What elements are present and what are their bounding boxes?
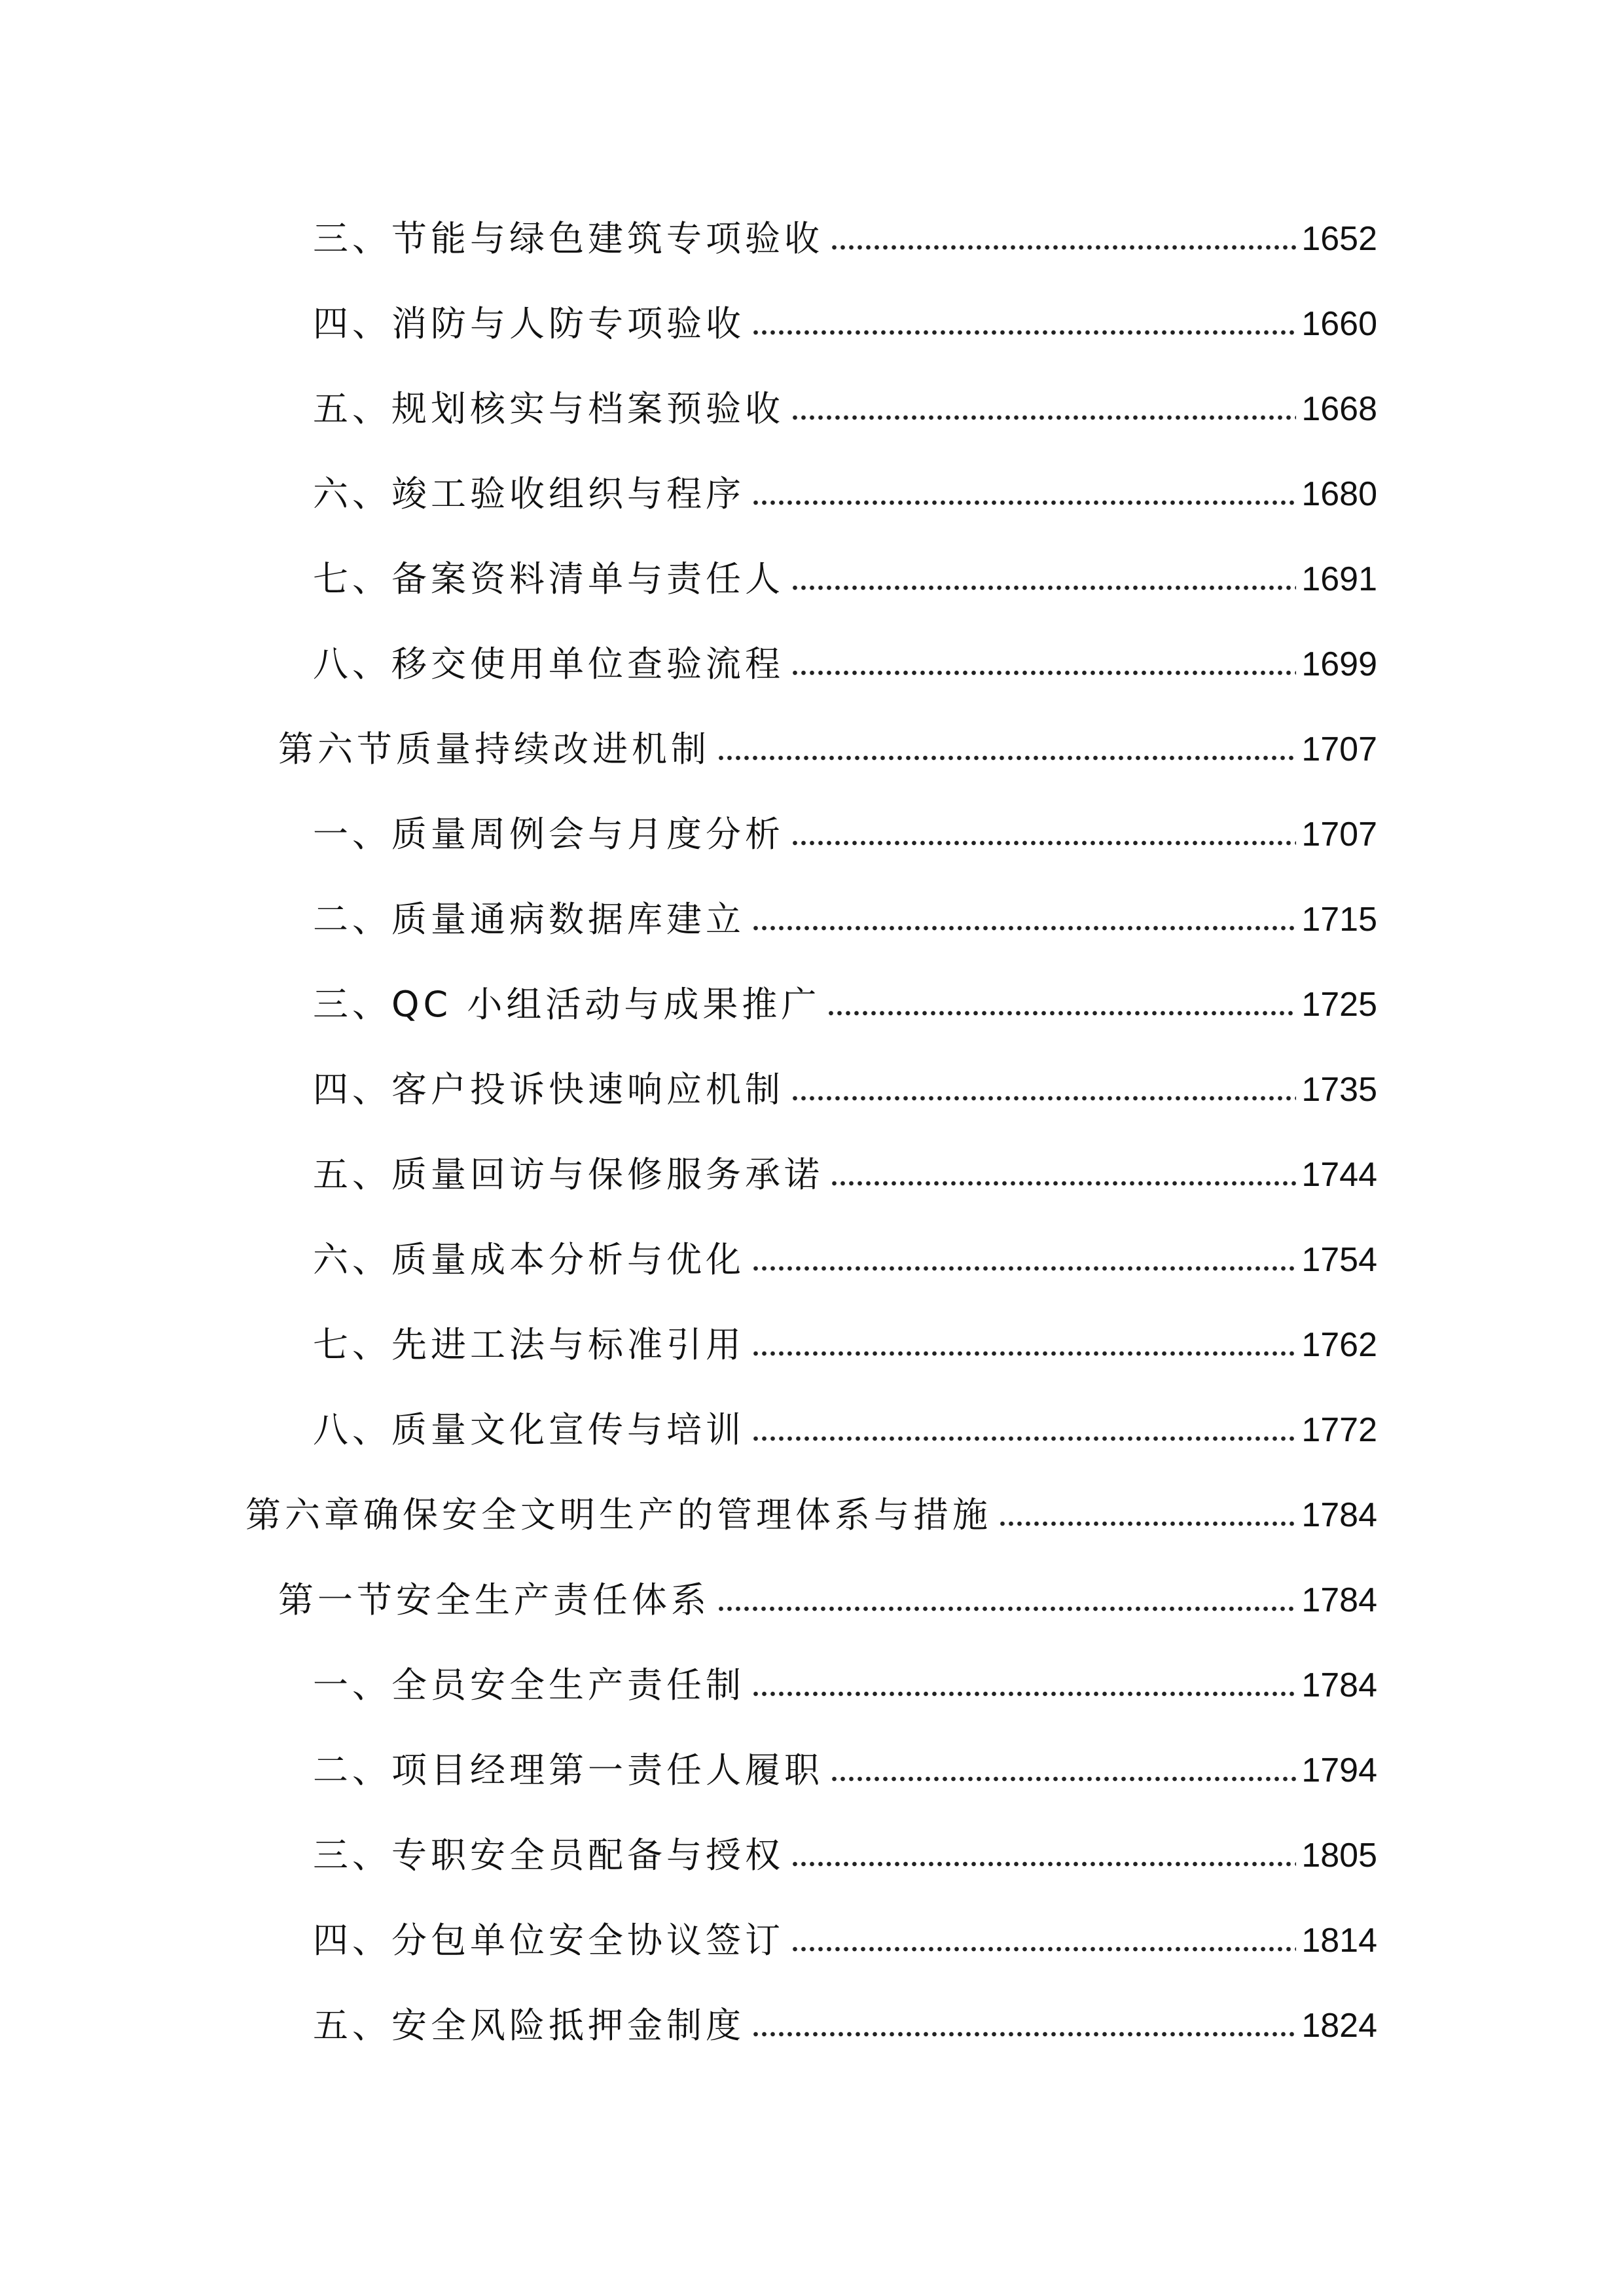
- toc-dot-leader: [827, 1007, 1296, 1020]
- toc-entry-page: 1725: [1301, 986, 1377, 1024]
- toc-dot-leader: [751, 922, 1296, 935]
- toc-entry[interactable]: [313, 1230, 1377, 1289]
- toc-dot-leader: [717, 751, 1296, 764]
- toc-entry-title: 二、质量通病数据库建立: [313, 899, 745, 940]
- toc-entry-title: 四、客户投诉快速响应机制: [313, 1069, 784, 1110]
- toc-entry[interactable]: [313, 975, 1377, 1034]
- toc-entry-title: 第六节质量持续改进机制: [278, 728, 710, 770]
- toc-entry-page: 1784: [1301, 1666, 1377, 1704]
- toc-entry[interactable]: [313, 1145, 1377, 1204]
- toc-entry-page: 1762: [1301, 1326, 1377, 1364]
- toc-entry-title: 六、质量成本分析与优化: [313, 1239, 745, 1280]
- toc-entry-page: 1735: [1301, 1071, 1377, 1109]
- toc-dot-leader: [751, 496, 1296, 509]
- toc-entry-page: 1805: [1301, 1837, 1377, 1874]
- toc-entry-page: 1814: [1301, 1922, 1377, 1960]
- toc-entry-title: 一、全员安全生产责任制: [313, 1664, 745, 1706]
- toc-entry[interactable]: [313, 465, 1377, 524]
- toc-entry-page: 1772: [1301, 1411, 1377, 1449]
- toc-entry-page: 1784: [1301, 1581, 1377, 1619]
- toc-entry-title: 二、项目经理第一责任人履职: [313, 1749, 823, 1791]
- toc-entry-title: 六、竣工验收组织与程序: [313, 473, 745, 514]
- toc-dot-leader: [717, 1602, 1296, 1615]
- toc-entry-page: 1699: [1301, 645, 1377, 683]
- toc-dot-leader: [751, 1687, 1296, 1700]
- toc-dot-leader: [791, 1092, 1296, 1105]
- toc-entry[interactable]: [313, 1060, 1377, 1119]
- toc-entry-page: 1715: [1301, 901, 1377, 939]
- toc-entry[interactable]: [313, 1316, 1377, 1374]
- toc-entry-title: 三、节能与绿色建筑专项验收: [313, 218, 823, 259]
- toc-dot-leader: [830, 241, 1296, 254]
- toc-dot-leader: [791, 836, 1296, 850]
- toc-entry[interactable]: [313, 1656, 1377, 1715]
- toc-entry[interactable]: [278, 1571, 1377, 1630]
- toc-dot-leader: [791, 1857, 1296, 1871]
- toc-entry-title: 七、备案资料清单与责任人: [313, 558, 784, 600]
- toc-entry-title: 八、质量文化宣传与培训: [313, 1409, 745, 1450]
- toc-dot-leader: [791, 666, 1296, 679]
- toc-entry-page: 1668: [1301, 390, 1377, 428]
- toc-entry[interactable]: [313, 635, 1377, 694]
- toc-entry-title: 八、移交使用单位查验流程: [313, 643, 784, 685]
- toc-entry-title: 一、质量周例会与月度分析: [313, 814, 784, 855]
- toc-entry[interactable]: [313, 1826, 1377, 1885]
- toc-entry[interactable]: [313, 1401, 1377, 1460]
- toc-entry-title: 五、规划核实与档案预验收: [313, 388, 784, 429]
- toc-entry-page: 1744: [1301, 1156, 1377, 1194]
- toc-entry[interactable]: [313, 550, 1377, 609]
- toc-entry-page: 1824: [1301, 2007, 1377, 2045]
- toc-entry-page: 1784: [1301, 1496, 1377, 1534]
- toc-dot-leader: [751, 1262, 1296, 1275]
- toc-entry[interactable]: [313, 209, 1377, 268]
- toc-entry[interactable]: [278, 720, 1377, 779]
- toc-dot-leader: [830, 1177, 1296, 1190]
- toc-entry-title: 七、先进工法与标准引用: [313, 1324, 745, 1365]
- toc-dot-leader: [791, 1943, 1296, 1956]
- toc-entry[interactable]: [313, 380, 1377, 439]
- toc-entry-title: 第一节安全生产责任体系: [278, 1579, 710, 1621]
- toc-entry-title: 第六章确保安全文明生产的管理体系与措施: [245, 1494, 992, 1535]
- toc-entry-title: 四、分包单位安全协议签订: [313, 1920, 784, 1961]
- toc-entry-page: 1660: [1301, 305, 1377, 343]
- toc-entry-page: 1680: [1301, 475, 1377, 513]
- toc-entry-page: 1794: [1301, 1751, 1377, 1789]
- toc-dot-leader: [791, 581, 1296, 594]
- toc-dot-leader: [830, 1772, 1296, 1785]
- toc-entry-page: 1707: [1301, 730, 1377, 768]
- toc-dot-leader: [998, 1517, 1296, 1530]
- toc-entry-page: 1707: [1301, 816, 1377, 853]
- toc-entry[interactable]: [313, 805, 1377, 864]
- toc-entry[interactable]: [313, 1741, 1377, 1800]
- toc-entry-title: 五、质量回访与保修服务承诺: [313, 1154, 823, 1195]
- toc-entry-page: 1652: [1301, 220, 1377, 258]
- toc-dot-leader: [751, 1432, 1296, 1445]
- toc-entry-title: 四、消防与人防专项验收: [313, 303, 745, 344]
- toc-entry[interactable]: [313, 1911, 1377, 1970]
- toc-dot-leader: [751, 2028, 1296, 2041]
- toc-entry-page: 1691: [1301, 560, 1377, 598]
- toc-dot-leader: [791, 411, 1296, 424]
- toc-entry[interactable]: [313, 1996, 1377, 2055]
- toc-entry-page: 1754: [1301, 1241, 1377, 1279]
- toc-entry[interactable]: [313, 295, 1377, 353]
- toc-dot-leader: [751, 326, 1296, 339]
- toc-dot-leader: [751, 1347, 1296, 1360]
- toc-entry[interactable]: [313, 890, 1377, 949]
- toc-entry[interactable]: [245, 1486, 1377, 1545]
- toc-entry-title: 三、QC 小组活动与成果推广: [313, 984, 821, 1025]
- toc-entry-title: 五、安全风险抵押金制度: [313, 2005, 745, 2046]
- toc-entry-title: 三、专职安全员配备与授权: [313, 1835, 784, 1876]
